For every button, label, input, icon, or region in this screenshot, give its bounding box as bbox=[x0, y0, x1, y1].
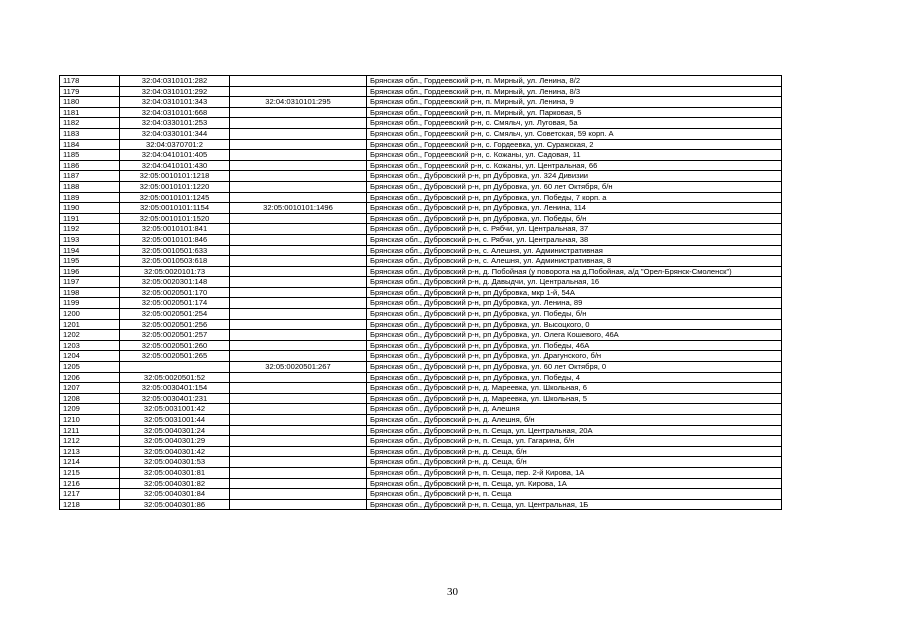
row-number-cell: 1213 bbox=[60, 446, 120, 457]
address-cell: Брянская обл., Дубровский р-н, п. Сеща, пер. 2-й Кирова, 1А bbox=[367, 467, 782, 478]
address-cell: Брянская обл., Дубровский р-н, д. Давыдчи, ул. Центральная, 16 bbox=[367, 277, 782, 288]
cadastral-number-cell: 32:05:0010101:1520 bbox=[120, 213, 230, 224]
table-row bbox=[60, 192, 782, 203]
cadastral-number-cell: 32:04:0410101:430 bbox=[120, 160, 230, 171]
address-cell: Брянская обл., Дубровский р-н, рп Дубровка, ул. 60 лет Октября, 0 bbox=[367, 362, 782, 373]
parent-cadastral-number-cell bbox=[230, 372, 367, 383]
parent-cadastral-number-cell bbox=[230, 107, 367, 118]
cadastral-number-cell: 32:05:0040301:53 bbox=[120, 457, 230, 468]
row-number-cell: 1191 bbox=[60, 213, 120, 224]
row-number-cell: 1181 bbox=[60, 107, 120, 118]
row-number-cell: 1179 bbox=[60, 86, 120, 97]
table-row bbox=[60, 160, 782, 171]
row-number-cell: 1217 bbox=[60, 489, 120, 500]
parent-cadastral-number-cell bbox=[230, 160, 367, 171]
cadastral-number-cell: 32:04:0310101:668 bbox=[120, 107, 230, 118]
table-row bbox=[60, 478, 782, 489]
table-row bbox=[60, 234, 782, 245]
row-number-cell: 1192 bbox=[60, 224, 120, 235]
address-cell: Брянская обл., Гордеевский р-н, п. Мирный, ул. Ленина, 8/3 bbox=[367, 86, 782, 97]
page-number: 30 bbox=[447, 586, 458, 598]
parent-cadastral-number-cell bbox=[230, 404, 367, 415]
parent-cadastral-number-cell bbox=[230, 245, 367, 256]
address-cell: Брянская обл., Дубровский р-н, п. Сеща, ул. Кирова, 1А bbox=[367, 478, 782, 489]
address-cell: Брянская обл., Дубровский р-н, рп Дубровка, ул. Победы, 46А bbox=[367, 340, 782, 351]
table-row bbox=[60, 139, 782, 150]
table-row bbox=[60, 107, 782, 118]
table-row bbox=[60, 436, 782, 447]
row-number-cell: 1185 bbox=[60, 150, 120, 161]
cadastral-number-cell: 32:05:0020501:260 bbox=[120, 340, 230, 351]
cadastral-number-cell: 32:04:0330101:344 bbox=[120, 128, 230, 139]
table-row bbox=[60, 86, 782, 97]
row-number-cell: 1203 bbox=[60, 340, 120, 351]
parent-cadastral-number-cell bbox=[230, 298, 367, 309]
address-cell: Брянская обл., Дубровский р-н, с. Алешня, ул. Административная bbox=[367, 245, 782, 256]
parent-cadastral-number-cell bbox=[230, 340, 367, 351]
address-cell: Брянская обл., Дубровский р-н, п. Сеща bbox=[367, 489, 782, 500]
row-number-cell: 1182 bbox=[60, 118, 120, 129]
cadastral-number-cell: 32:05:0010101:1218 bbox=[120, 171, 230, 182]
table-row bbox=[60, 298, 782, 309]
parent-cadastral-number-cell: 32:05:0010101:1496 bbox=[230, 203, 367, 214]
table-row bbox=[60, 383, 782, 394]
row-number-cell: 1208 bbox=[60, 393, 120, 404]
address-cell: Брянская обл., Дубровский р-н, д. Алешня, б/н bbox=[367, 415, 782, 426]
cadastral-number-cell: 32:04:0310101:343 bbox=[120, 97, 230, 108]
cadastral-number-cell: 32:05:0031001:44 bbox=[120, 415, 230, 426]
address-cell: Брянская обл., Гордеевский р-н, с. Смяльч, ул. Луговая, 5а bbox=[367, 118, 782, 129]
address-cell: Брянская обл., Дубровский р-н, рп Дубровка, мкр 1-й, 54А bbox=[367, 287, 782, 298]
table-row bbox=[60, 118, 782, 129]
cadastral-number-cell: 32:05:0020501:256 bbox=[120, 319, 230, 330]
row-number-cell: 1209 bbox=[60, 404, 120, 415]
table-row bbox=[60, 224, 782, 235]
address-cell: Брянская обл., Дубровский р-н, п. Сеща, ул. Центральная, 1Б bbox=[367, 499, 782, 510]
parent-cadastral-number-cell bbox=[230, 266, 367, 277]
parent-cadastral-number-cell bbox=[230, 383, 367, 394]
address-cell: Брянская обл., Гордеевский р-н, с. Смяльч, ул. Советская, 59 корп. А bbox=[367, 128, 782, 139]
table-row bbox=[60, 287, 782, 298]
row-number-cell: 1184 bbox=[60, 139, 120, 150]
cadastral-number-cell: 32:05:0040301:42 bbox=[120, 446, 230, 457]
cadastral-number-cell: 32:05:0020501:265 bbox=[120, 351, 230, 362]
parent-cadastral-number-cell bbox=[230, 446, 367, 457]
cadastral-number-cell: 32:05:0010501:633 bbox=[120, 245, 230, 256]
row-number-cell: 1199 bbox=[60, 298, 120, 309]
row-number-cell: 1190 bbox=[60, 203, 120, 214]
row-number-cell: 1204 bbox=[60, 351, 120, 362]
table-row bbox=[60, 181, 782, 192]
parent-cadastral-number-cell bbox=[230, 277, 367, 288]
parent-cadastral-number-cell bbox=[230, 309, 367, 320]
address-cell: Брянская обл., Дубровский р-н, рп Дубровка, ул. Высоцкого, 0 bbox=[367, 319, 782, 330]
row-number-cell: 1205 bbox=[60, 362, 120, 373]
row-number-cell: 1202 bbox=[60, 330, 120, 341]
cadastral-number-cell: 32:05:0020101:73 bbox=[120, 266, 230, 277]
cadastral-number-cell: 32:05:0040301:24 bbox=[120, 425, 230, 436]
cadastral-number-cell: 32:05:0040301:86 bbox=[120, 499, 230, 510]
cadastral-number-cell: 32:05:0010101:1154 bbox=[120, 203, 230, 214]
row-number-cell: 1178 bbox=[60, 76, 120, 87]
table-row bbox=[60, 277, 782, 288]
address-cell: Брянская обл., Дубровский р-н, рп Дубровка, ул. 324 Дивизии bbox=[367, 171, 782, 182]
cadastral-number-cell: 32:05:0040301:82 bbox=[120, 478, 230, 489]
address-cell: Брянская обл., Дубровский р-н, д. Алешня bbox=[367, 404, 782, 415]
cadastral-number-cell: 32:04:0410101:405 bbox=[120, 150, 230, 161]
parent-cadastral-number-cell bbox=[230, 139, 367, 150]
address-cell: Брянская обл., Гордеевский р-н, п. Мирный, ул. Ленина, 9 bbox=[367, 97, 782, 108]
table-row bbox=[60, 362, 782, 373]
table-row bbox=[60, 446, 782, 457]
address-cell: Брянская обл., Гордеевский р-н, п. Мирный, ул. Парковая, 5 bbox=[367, 107, 782, 118]
table-row bbox=[60, 97, 782, 108]
cadastral-number-cell: 32:05:0020501:174 bbox=[120, 298, 230, 309]
cadastral-number-cell: 32:05:0040301:81 bbox=[120, 467, 230, 478]
cadastral-number-cell: 32:05:0010101:1220 bbox=[120, 181, 230, 192]
row-number-cell: 1200 bbox=[60, 309, 120, 320]
parent-cadastral-number-cell bbox=[230, 415, 367, 426]
table-row bbox=[60, 203, 782, 214]
parent-cadastral-number-cell bbox=[230, 128, 367, 139]
row-number-cell: 1206 bbox=[60, 372, 120, 383]
parent-cadastral-number-cell bbox=[230, 76, 367, 87]
row-number-cell: 1210 bbox=[60, 415, 120, 426]
parent-cadastral-number-cell bbox=[230, 86, 367, 97]
table-row bbox=[60, 309, 782, 320]
table-row bbox=[60, 393, 782, 404]
parent-cadastral-number-cell bbox=[230, 192, 367, 203]
table-row bbox=[60, 76, 782, 87]
table-row bbox=[60, 415, 782, 426]
parent-cadastral-number-cell bbox=[230, 171, 367, 182]
address-cell: Брянская обл., Гордеевский р-н, с. Кожаны, ул. Садовая, 11 bbox=[367, 150, 782, 161]
cadastral-number-cell: 32:05:0010503:618 bbox=[120, 256, 230, 267]
parent-cadastral-number-cell bbox=[230, 181, 367, 192]
parent-cadastral-number-cell bbox=[230, 118, 367, 129]
address-cell: Брянская обл., Дубровский р-н, рп Дубровка, ул. 60 лет Октября, б/н bbox=[367, 181, 782, 192]
address-cell: Брянская обл., Дубровский р-н, рп Дубровка, ул. Ленина, 114 bbox=[367, 203, 782, 214]
address-cell: Брянская обл., Дубровский р-н, рп Дубровка, ул. Победы, б/н bbox=[367, 213, 782, 224]
address-cell: Брянская обл., Дубровский р-н, рп Дубровка, ул. Ленина, 89 bbox=[367, 298, 782, 309]
cadastral-number-cell: 32:04:0310101:282 bbox=[120, 76, 230, 87]
cadastral-number-cell: 32:05:0010101:846 bbox=[120, 234, 230, 245]
row-number-cell: 1187 bbox=[60, 171, 120, 182]
address-cell: Брянская обл., Дубровский р-н, д. Мареевка, ул. Школьная, 5 bbox=[367, 393, 782, 404]
table-row bbox=[60, 213, 782, 224]
cadastral-number-cell: 32:05:0020301:148 bbox=[120, 277, 230, 288]
parent-cadastral-number-cell bbox=[230, 499, 367, 510]
row-number-cell: 1212 bbox=[60, 436, 120, 447]
table-row bbox=[60, 256, 782, 267]
cadastral-number-cell: 32:05:0010101:1245 bbox=[120, 192, 230, 203]
row-number-cell: 1180 bbox=[60, 97, 120, 108]
address-cell: Брянская обл., Дубровский р-н, п. Сеща, ул. Гагарина, б/н bbox=[367, 436, 782, 447]
cadastral-number-cell: 32:05:0030401:231 bbox=[120, 393, 230, 404]
row-number-cell: 1183 bbox=[60, 128, 120, 139]
table-row bbox=[60, 330, 782, 341]
address-cell: Брянская обл., Дубровский р-н, д. Побойная (у поворота на д.Побойная, а/д "Орел-Брянск-Смоленск") bbox=[367, 266, 782, 277]
row-number-cell: 1188 bbox=[60, 181, 120, 192]
parent-cadastral-number-cell bbox=[230, 330, 367, 341]
cadastral-number-cell: 32:05:0031001:42 bbox=[120, 404, 230, 415]
address-cell: Брянская обл., Гордеевский р-н, п. Мирный, ул. Ленина, 8/2 bbox=[367, 76, 782, 87]
table-row bbox=[60, 489, 782, 500]
table-row bbox=[60, 404, 782, 415]
address-cell: Брянская обл., Дубровский р-н, рп Дубровка, ул. Олега Кошевого, 46А bbox=[367, 330, 782, 341]
cadastral-number-cell bbox=[120, 362, 230, 373]
table-row bbox=[60, 266, 782, 277]
cadastral-number-cell: 32:05:0020501:170 bbox=[120, 287, 230, 298]
parent-cadastral-number-cell bbox=[230, 457, 367, 468]
parent-cadastral-number-cell bbox=[230, 467, 367, 478]
table-row bbox=[60, 128, 782, 139]
table-row bbox=[60, 171, 782, 182]
parent-cadastral-number-cell: 32:04:0310101:295 bbox=[230, 97, 367, 108]
parent-cadastral-number-cell bbox=[230, 393, 367, 404]
table-row bbox=[60, 372, 782, 383]
cadastral-number-cell: 32:05:0030401:154 bbox=[120, 383, 230, 394]
row-number-cell: 1195 bbox=[60, 256, 120, 267]
parent-cadastral-number-cell bbox=[230, 234, 367, 245]
row-number-cell: 1186 bbox=[60, 160, 120, 171]
cadastral-number-cell: 32:05:0040301:84 bbox=[120, 489, 230, 500]
address-cell: Брянская обл., Дубровский р-н, д. Мареевка, ул. Школьная, 6 bbox=[367, 383, 782, 394]
row-number-cell: 1218 bbox=[60, 499, 120, 510]
parent-cadastral-number-cell: 32:05:0020501:267 bbox=[230, 362, 367, 373]
address-cell: Брянская обл., Дубровский р-н, рп Дубровка, ул. Победы, 7 корп. а bbox=[367, 192, 782, 203]
address-cell: Брянская обл., Гордеевский р-н, с. Кожаны, ул. Центральная, 66 bbox=[367, 160, 782, 171]
table-row bbox=[60, 340, 782, 351]
table-row bbox=[60, 150, 782, 161]
table-row bbox=[60, 457, 782, 468]
row-number-cell: 1211 bbox=[60, 425, 120, 436]
parent-cadastral-number-cell bbox=[230, 489, 367, 500]
address-cell: Брянская обл., Дубровский р-н, п. Сеща, ул. Центральная, 20А bbox=[367, 425, 782, 436]
address-cell: Брянская обл., Дубровский р-н, с. Рябчи, ул. Центральная, 37 bbox=[367, 224, 782, 235]
row-number-cell: 1189 bbox=[60, 192, 120, 203]
cadastral-number-cell: 32:05:0020501:52 bbox=[120, 372, 230, 383]
cadastral-number-cell: 32:04:0330101:253 bbox=[120, 118, 230, 129]
parent-cadastral-number-cell bbox=[230, 436, 367, 447]
row-number-cell: 1201 bbox=[60, 319, 120, 330]
row-number-cell: 1207 bbox=[60, 383, 120, 394]
row-number-cell: 1194 bbox=[60, 245, 120, 256]
address-cell: Брянская обл., Дубровский р-н, рп Дубровка, ул. Драгунского, б/н bbox=[367, 351, 782, 362]
parent-cadastral-number-cell bbox=[230, 319, 367, 330]
cadastral-number-cell: 32:05:0040301:29 bbox=[120, 436, 230, 447]
address-cell: Брянская обл., Дубровский р-н, д. Сеща, б/н bbox=[367, 457, 782, 468]
row-number-cell: 1198 bbox=[60, 287, 120, 298]
parent-cadastral-number-cell bbox=[230, 150, 367, 161]
cadastral-number-cell: 32:04:0310101:292 bbox=[120, 86, 230, 97]
parent-cadastral-number-cell bbox=[230, 425, 367, 436]
address-cell: Брянская обл., Дубровский р-н, с. Рябчи, ул. Центральная, 38 bbox=[367, 234, 782, 245]
row-number-cell: 1196 bbox=[60, 266, 120, 277]
address-cell: Брянская обл., Дубровский р-н, рп Дубровка, ул. Победы, 4 bbox=[367, 372, 782, 383]
cadastral-number-cell: 32:05:0020501:257 bbox=[120, 330, 230, 341]
address-cell: Брянская обл., Гордеевский р-н, с. Гордеевка, ул. Суражская, 2 bbox=[367, 139, 782, 150]
table-row bbox=[60, 245, 782, 256]
table-body bbox=[60, 76, 782, 510]
address-cell: Брянская обл., Дубровский р-н, с. Алешня, ул. Административная, 8 bbox=[367, 256, 782, 267]
parent-cadastral-number-cell bbox=[230, 478, 367, 489]
cadastral-number-cell: 32:05:0020501:254 bbox=[120, 309, 230, 320]
parent-cadastral-number-cell bbox=[230, 287, 367, 298]
row-number-cell: 1214 bbox=[60, 457, 120, 468]
cadastral-number-cell: 32:05:0010101:841 bbox=[120, 224, 230, 235]
table-row bbox=[60, 319, 782, 330]
table-row bbox=[60, 351, 782, 362]
parent-cadastral-number-cell bbox=[230, 213, 367, 224]
row-number-cell: 1215 bbox=[60, 467, 120, 478]
parent-cadastral-number-cell bbox=[230, 351, 367, 362]
row-number-cell: 1216 bbox=[60, 478, 120, 489]
parent-cadastral-number-cell bbox=[230, 256, 367, 267]
table-row bbox=[60, 467, 782, 478]
table-row bbox=[60, 425, 782, 436]
address-cell: Брянская обл., Дубровский р-н, д. Сеща, б/н bbox=[367, 446, 782, 457]
table-row bbox=[60, 499, 782, 510]
row-number-cell: 1193 bbox=[60, 234, 120, 245]
parent-cadastral-number-cell bbox=[230, 224, 367, 235]
address-cell: Брянская обл., Дубровский р-н, рп Дубровка, ул. Победы, б/н bbox=[367, 309, 782, 320]
cadastral-number-cell: 32:04:0370701:2 bbox=[120, 139, 230, 150]
property-register-table bbox=[59, 75, 782, 510]
row-number-cell: 1197 bbox=[60, 277, 120, 288]
